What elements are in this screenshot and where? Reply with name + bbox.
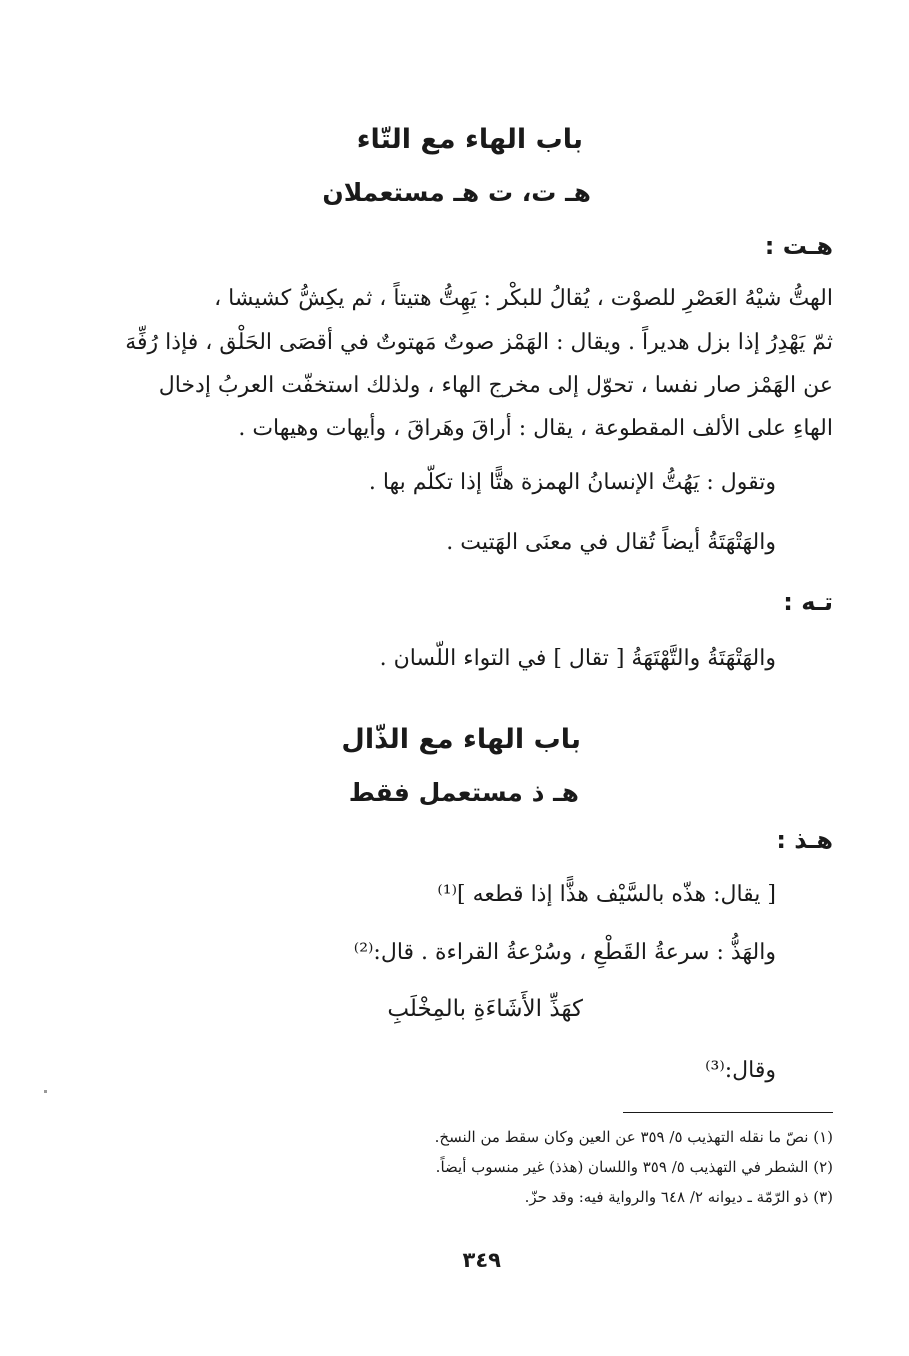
entry-label-th: تـه : [783, 588, 833, 616]
entry-ht-line-1: الهتُّ شيْهُ العَصْرِ للصوْت ، يُقالُ للبكْر : يَهِتُّ هتيتاً ، ثم يكِشُّ كشيشا ، [214, 286, 833, 311]
section-title-ha-dhal: باب الهاء مع الذّال [341, 724, 581, 755]
section-subtitle-ha-ta: هـ ت، ت هـ مستعملان [322, 178, 591, 207]
footnote-separator [623, 1112, 833, 1113]
footnote-3: (٣) ذو الرّمّة ـ ديوانه ٢/ ٦٤٨ والرواية فيه: وقد حزّ. [524, 1188, 833, 1206]
entry-ht-line-3: عن الهَمْز صار نفسا ، تحوّل إلى مخرج الهاء ، ولذلك استخفّت العربُ إدخال [158, 373, 833, 398]
entry-label-ht: هـت : [764, 232, 833, 260]
entry-hdh-line-2: والهَذُّ : سرعةُ القَطْعِ ، وسُرْعةُ القراءة . قال:⁽²⁾ [353, 940, 776, 965]
scan-speck [44, 1090, 47, 1093]
entry-ht-line-4: الهاءِ على الألف المقطوعة ، يقال : أراقَ وهَراقَ ، وأيهات وهيهات . [238, 416, 833, 441]
section-subtitle-ha-dhal: هـ ذ مستعمل فقط [348, 778, 579, 807]
footnote-2: (٢) الشطر في التهذيب ٥/ ٣٥٩ واللسان (هذذ) غير منسوب أيضاً. [435, 1158, 833, 1176]
section-title-ha-ta: باب الهاء مع التّاء [356, 124, 583, 155]
poetry-verse: كهَذِّ الأَشَاءَةِ بالمِخْلَبِ [387, 996, 583, 1022]
entry-ht-line-2: ثمّ يَهْدِرُ إذا بزل هديراً . ويقال : الهَمْز صوتٌ مَهتوتٌ في أقصَى الحَلْق ، فإذا رُفِّهَ [125, 330, 833, 355]
entry-ht-paragraph-3: والهَتْهَتَةُ أيضاً تُقال في معنَى الهَتيت . [446, 530, 776, 555]
entry-hdh-line-1: [ يقال: هذّه بالسَّيْف هذًّا إذا قطعه ]⁽¹⁾ [437, 882, 776, 907]
entry-th-text: والهَتْهَتَةُ والتَّهْتَهَةُ [ تقال ] في التواء اللّسان . [379, 646, 776, 671]
entry-hdh-line-3: وقال:⁽³⁾ [705, 1058, 776, 1083]
entry-ht-paragraph-2: وتقول : يَهُتُّ الإنسانُ الهمزة هتًّا إذا تكلّم بها . [368, 470, 776, 495]
page-number: ٣٤٩ [462, 1248, 501, 1272]
entry-label-hdh: هـذ : [776, 826, 833, 854]
footnote-1: (١) نصّ ما نقله التهذيب ٥/ ٣٥٩ عن العين وكان سقط من النسخ. [434, 1128, 833, 1146]
